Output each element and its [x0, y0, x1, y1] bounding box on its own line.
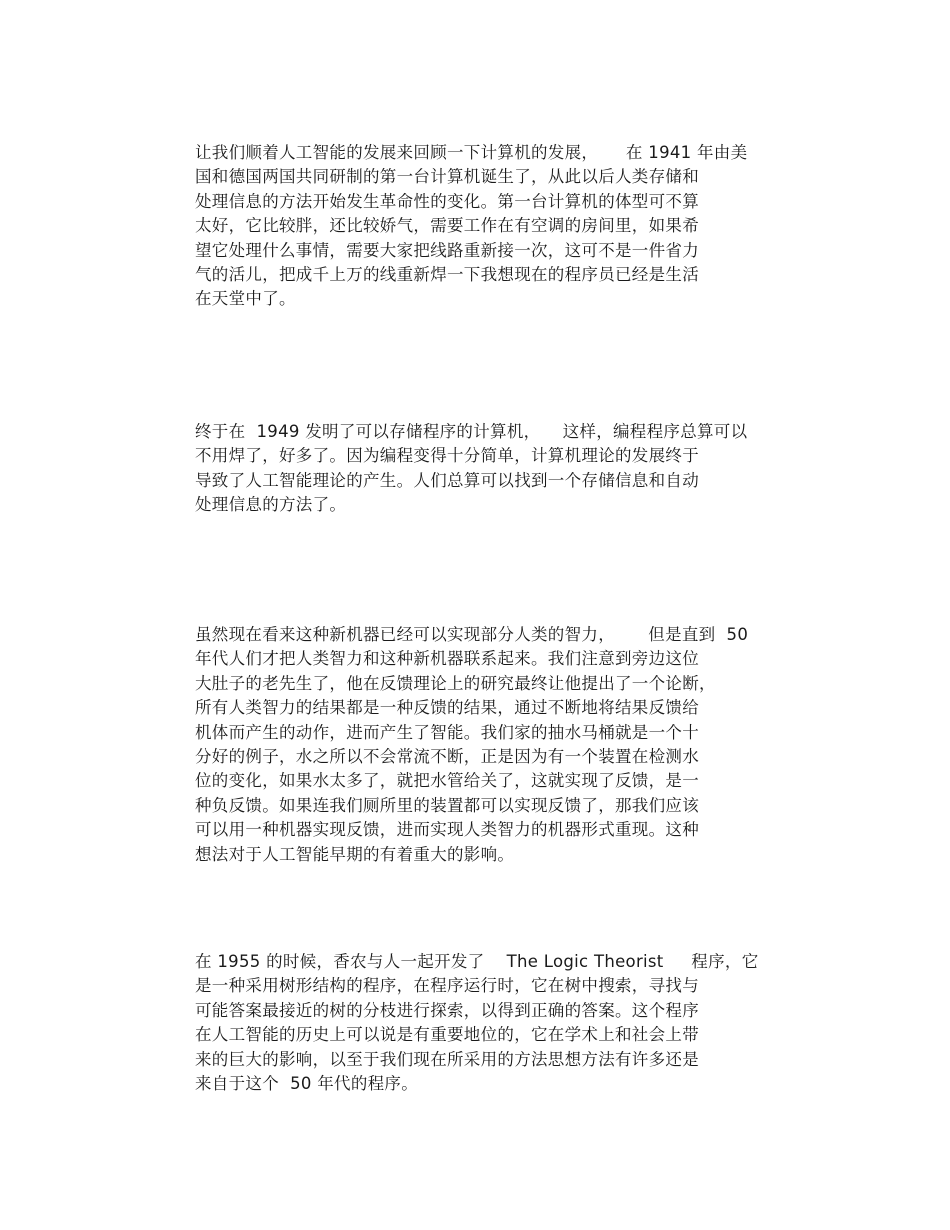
text-line: 来的巨大的影响，以至于我们现在所采用的方法思想方法有许多还是	[195, 1049, 699, 1069]
text-line: 处理信息的方法开始发生革命性的变化。第一台计算机的体型可不算	[195, 191, 699, 211]
text-line: 国和德国两国共同研制的第一台计算机诞生了，从此以后人类存储和	[195, 167, 699, 187]
paragraph-computer-history	[195, 141, 747, 312]
text-line: 在 1955 的时候，香农与人一起开发了 The Logic Theorist 程序，它	[195, 952, 759, 971]
text-line: 年代人们才把人类智力和这种新机器联系起来。我们注意到旁边这位	[195, 649, 699, 669]
paragraph-stored-program	[195, 420, 747, 518]
text-line: 位的变化，如果水太多了，就把水管给关了，这就实现了反馈，是一	[195, 771, 699, 791]
text-line: 想法对于人工智能早期的有着重大的影响。	[195, 844, 515, 864]
text-line: 在人工智能的历史上可以说是有重要地位的，它在学术上和社会上带	[195, 1025, 699, 1045]
text-line: 可能答案最接近的树的分枝进行探索，以得到正确的答案。这个程序	[195, 1000, 699, 1020]
text-line: 太好，它比较胖，还比较娇气，需要工作在有空调的房间里，如果希	[195, 216, 699, 236]
text-line: 终于在 1949 发明了可以存储程序的计算机， 这样，编程程序总算可以	[195, 422, 748, 441]
text-line: 是一种采用树形结构的程序，在程序运行时，它在树中搜索，寻找与	[195, 976, 699, 996]
text-line: 来自于这个 50 年代的程序。	[195, 1073, 419, 1093]
text-line: 大肚子的老先生了，他在反馈理论上的研究最终让他提出了一个论断，	[195, 673, 716, 693]
text-line: 在天堂中了。	[195, 289, 296, 309]
text-line: 望它处理什么事情，需要大家把线路重新接一次，这可不是一件省力	[195, 240, 699, 260]
paragraph-feedback-theory	[195, 623, 748, 867]
text-line: 导致了人工智能理论的产生。人们总算可以找到一个存储信息和自动	[195, 470, 699, 490]
text-line: 机体而产生的动作，进而产生了智能。我们家的抽水马桶就是一个十	[195, 722, 699, 742]
text-line: 分好的例子，水之所以不会常流不断，正是因为有一个装置在检测水	[195, 746, 699, 766]
text-line: 让我们顺着人工智能的发展来回顾一下计算机的发展， 在 1941 年由美	[195, 143, 748, 162]
paragraph-logic-theorist	[195, 950, 759, 1096]
text-line: 种负反馈。如果连我们厕所里的装置都可以实现反馈了，那我们应该	[195, 795, 699, 815]
text-line: 处理信息的方法了。	[195, 495, 347, 515]
text-line: 所有人类智力的结果都是一种反馈的结果，通过不断地将结果反馈给	[195, 698, 699, 718]
text-line: 可以用一种机器实现反馈，进而实现人类智力的机器形式重现。这种	[195, 820, 699, 840]
text-line: 虽然现在看来这种新机器已经可以实现部分人类的智力， 但是直到 50	[195, 625, 749, 644]
text-line: 气的活儿，把成千上万的线重新焊一下我想现在的程序员已经是生活	[195, 264, 699, 284]
text-line: 不用焊了，好多了。因为编程变得十分简单，计算机理论的发展终于	[195, 446, 699, 466]
